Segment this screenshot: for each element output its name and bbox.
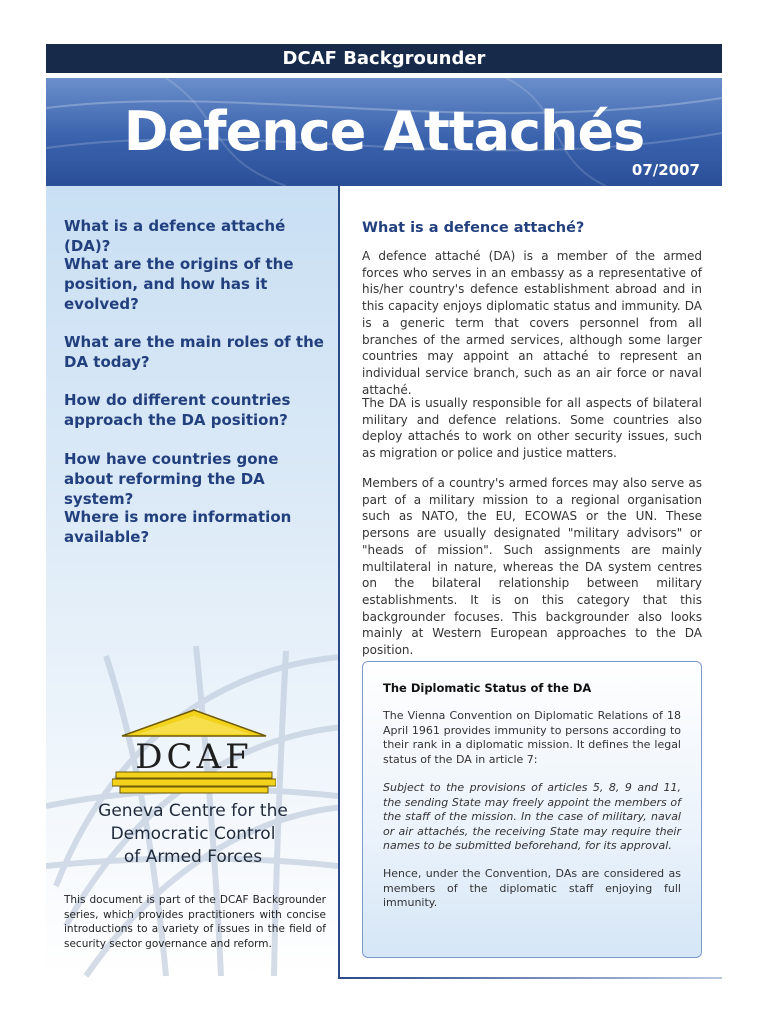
question-country-approaches: How do different countries approach the DA position? [64,391,291,429]
paragraph-3: Members of a country's armed forces may also serve as part of a military mission to a regional organisation such as NATO, the EU, ECOWAS or the UN. These persons are usually designated "military advisors" or "heads of mission". Such assignments are mainly multilateral in nature, whereas the DA system centres on the bilateral relationship between military establishments. It is on this category that this backgrounder focuses. This backgrounder also looks mainly at Western European approaches to the DA position. [362,476,702,658]
org-name-line-1: Geneva Centre for the [98,801,288,821]
questions-sidebar [46,186,338,978]
question-more-info: Where is more information available? [64,508,292,546]
diplomatic-status-box [362,661,702,958]
dcaf-logo [112,706,276,798]
question-main-roles: What are the main roles of the DA today? [64,333,324,371]
column-divider [338,186,340,979]
title-banner [46,78,722,186]
bottom-rule [338,977,722,979]
box-title: The Diplomatic Status of the DA [383,681,592,695]
paragraph-2: The DA is usually responsible for all aspects of bilateral military and defence relations. Some countries also deploy attachés to work on other security issues, such as migration or police and justice matters. [362,396,702,461]
paragraph-1: A defence attaché (DA) is a member of the armed forces who serves in an embassy as a representative of his/her country's defence establishment abroad and in this capacity enjoys diplomatic status and immunity. DA is a generic term that covers personnel from all branches of the armed services, although some larger countries may appoint an attaché to represent an individual service branch, such as an air force or naval attaché. [362,249,702,397]
series-bar [46,44,722,73]
box-quote: Subject to the provisions of articles 5, 8, 9 and 11, the sending State may freely appoint the members of the staff of the mission. In the case of military, naval or air attachés, the receiving State may require their names to be submitted beforehand, for its approval. [383,781,681,853]
box-paragraph-1: The Vienna Convention on Diplomatic Relations of 18 April 1961 provides immunity to persons according to their rank in a diplomatic mission. It defines the legal status of the DA in article 7: [383,709,681,766]
document-date: 07/2007 [631,161,700,179]
series-description: This document is part of the DCAF Backgrounder series, which provides practitioners with concise introductions to a variety of issues in the field of security sector governance and reform. [64,894,326,950]
question-what-is-da: What is a defence attaché (DA)? [64,217,286,255]
box-paragraph-2: Hence, under the Convention, DAs are considered as members of the diplomatic staff enjoying full immunity. [383,867,681,910]
section-heading: What is a defence attaché? [362,220,585,236]
org-name-line-3: of Armed Forces [123,847,263,867]
logo-wordmark: DCAF [135,737,253,777]
question-reforming: How have countries gone about reforming the DA system? [64,450,279,508]
org-name-line-2: Democratic Control [110,824,276,844]
document-title: Defence Attachés [123,100,645,163]
series-label: DCAF Backgrounder [282,48,486,69]
question-origins: What are the origins of the position, and how has it evolved? [64,255,294,313]
